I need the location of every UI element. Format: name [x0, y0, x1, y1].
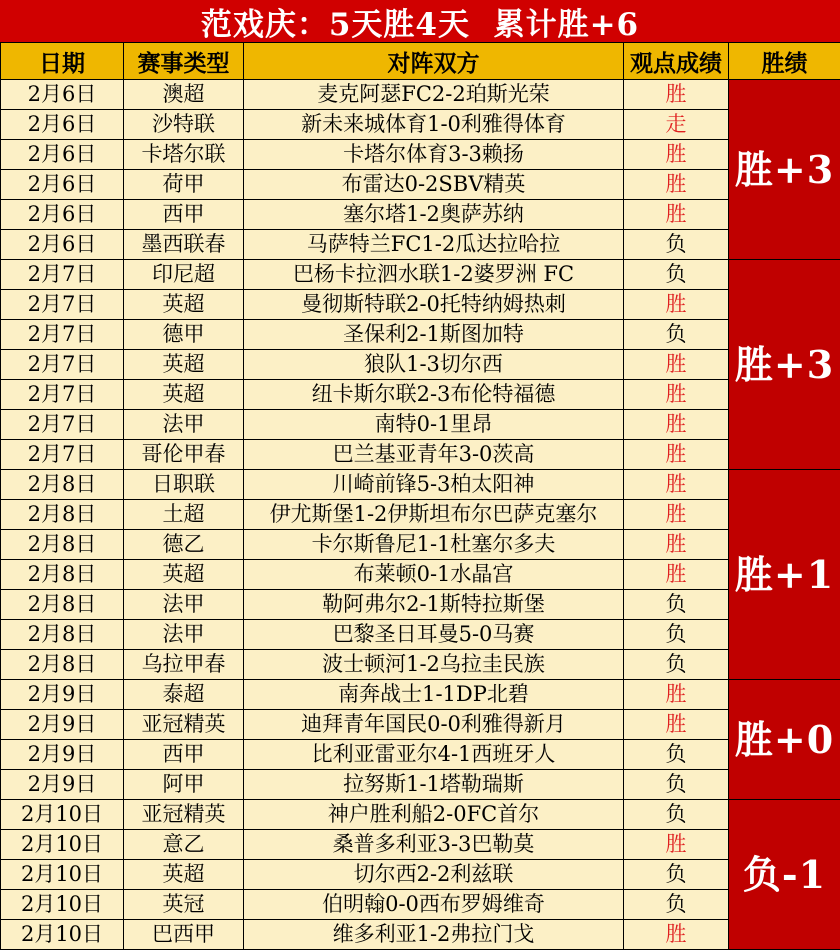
result-cell: 胜: [624, 680, 729, 710]
table-row: [1, 290, 840, 320]
league-cell: 巴西甲: [124, 920, 244, 950]
league-cell: 乌拉甲春: [124, 650, 244, 680]
result-cell: 胜: [624, 80, 729, 110]
table-row: [1, 350, 840, 380]
date-cell: 2月8日: [1, 530, 124, 560]
match-cell: 巴杨卡拉泗水联1-2婆罗洲 FC: [244, 260, 624, 290]
table-row: [1, 920, 840, 950]
league-cell: 荷甲: [124, 170, 244, 200]
league-cell: 法甲: [124, 410, 244, 440]
result-cell: 胜: [624, 170, 729, 200]
table-row: [1, 380, 840, 410]
match-cell: 卡塔尔体育3-3赖扬: [244, 140, 624, 170]
match-cell: 切尔西2-2利兹联: [244, 860, 624, 890]
table-row: [1, 140, 840, 170]
table-row: [1, 80, 840, 110]
result-cell: 胜: [624, 350, 729, 380]
table-row: [1, 650, 840, 680]
result-cell: 胜: [624, 140, 729, 170]
result-cell: 负: [624, 320, 729, 350]
match-cell: 圣保利2-1斯图加特: [244, 320, 624, 350]
table-row: [1, 620, 840, 650]
match-cell: 波士顿河1-2乌拉圭民族: [244, 650, 624, 680]
date-cell: 2月7日: [1, 410, 124, 440]
date-cell: 2月7日: [1, 350, 124, 380]
result-cell: 负: [624, 620, 729, 650]
match-cell: 桑普多利亚3-3巴勒莫: [244, 830, 624, 860]
result-cell: 胜: [624, 530, 729, 560]
table-row: [1, 440, 840, 470]
header-date: 日期: [1, 43, 124, 80]
date-cell: 2月7日: [1, 440, 124, 470]
table-row: [1, 320, 840, 350]
date-cell: 2月10日: [1, 920, 124, 950]
table-row: [1, 740, 840, 770]
league-cell: 亚冠精英: [124, 800, 244, 830]
league-cell: 法甲: [124, 590, 244, 620]
date-cell: 2月10日: [1, 890, 124, 920]
league-cell: 英超: [124, 380, 244, 410]
result-cell: 负: [624, 650, 729, 680]
date-cell: 2月10日: [1, 860, 124, 890]
table-row: [1, 680, 840, 710]
date-cell: 2月10日: [1, 800, 124, 830]
result-cell: 胜: [624, 200, 729, 230]
table-row: [1, 260, 840, 290]
result-cell: 胜: [624, 380, 729, 410]
match-cell: 拉努斯1-1塔勒瑞斯: [244, 770, 624, 800]
match-cell: 麦克阿瑟FC2-2珀斯光荣: [244, 80, 624, 110]
table-row: [1, 800, 840, 830]
date-cell: 2月10日: [1, 830, 124, 860]
result-cell: 负: [624, 260, 729, 290]
table-row: [1, 770, 840, 800]
group-record-cell: 负-1: [729, 800, 840, 950]
league-cell: 英冠: [124, 890, 244, 920]
result-cell: 负: [624, 800, 729, 830]
league-cell: 日职联: [124, 470, 244, 500]
league-cell: 西甲: [124, 200, 244, 230]
match-cell: 南特0-1里昂: [244, 410, 624, 440]
result-cell: 胜: [624, 290, 729, 320]
table-row: [1, 710, 840, 740]
date-cell: 2月9日: [1, 740, 124, 770]
match-cell: 塞尔塔1-2奥萨苏纳: [244, 200, 624, 230]
league-cell: 印尼超: [124, 260, 244, 290]
result-cell: 负: [624, 740, 729, 770]
group-record-cell: 胜+3: [729, 260, 840, 470]
match-cell: 南奔战士1-1DP北碧: [244, 680, 624, 710]
result-cell: 胜: [624, 920, 729, 950]
results-table-body: [1, 80, 840, 950]
table-row: [1, 590, 840, 620]
result-cell: 胜: [624, 710, 729, 740]
date-cell: 2月6日: [1, 110, 124, 140]
result-cell: 胜: [624, 560, 729, 590]
league-cell: 法甲: [124, 620, 244, 650]
date-cell: 2月6日: [1, 80, 124, 110]
date-cell: 2月8日: [1, 620, 124, 650]
result-cell: 胜: [624, 500, 729, 530]
match-cell: 巴黎圣日耳曼5-0马赛: [244, 620, 624, 650]
match-cell: 伯明翰0-0西布罗姆维奇: [244, 890, 624, 920]
result-cell: 走: [624, 110, 729, 140]
date-cell: 2月8日: [1, 560, 124, 590]
match-cell: 狼队1-3切尔西: [244, 350, 624, 380]
result-cell: 负: [624, 230, 729, 260]
result-cell: 胜: [624, 440, 729, 470]
date-cell: 2月9日: [1, 680, 124, 710]
date-cell: 2月6日: [1, 200, 124, 230]
table-row: [1, 470, 840, 500]
league-cell: 西甲: [124, 740, 244, 770]
match-cell: 新未来城体育1-0利雅得体育: [244, 110, 624, 140]
league-cell: 英超: [124, 350, 244, 380]
league-cell: 澳超: [124, 80, 244, 110]
table-row: [1, 530, 840, 560]
date-cell: 2月6日: [1, 170, 124, 200]
result-cell: 胜: [624, 470, 729, 500]
league-cell: 沙特联: [124, 110, 244, 140]
match-cell: 巴兰基亚青年3-0茨高: [244, 440, 624, 470]
header-result: 观点成绩: [624, 43, 729, 80]
league-cell: 英超: [124, 290, 244, 320]
date-cell: 2月9日: [1, 710, 124, 740]
match-cell: 马萨特兰FC1-2瓜达拉哈拉: [244, 230, 624, 260]
league-cell: 墨西联春: [124, 230, 244, 260]
header-row: [1, 43, 840, 80]
match-cell: 布莱顿0-1水晶宫: [244, 560, 624, 590]
table-row: [1, 500, 840, 530]
result-cell: 负: [624, 860, 729, 890]
table-row: [1, 890, 840, 920]
league-cell: 土超: [124, 500, 244, 530]
match-cell: 曼彻斯特联2-0托特纳姆热刺: [244, 290, 624, 320]
date-cell: 2月8日: [1, 590, 124, 620]
title-bar: [0, 0, 840, 42]
league-cell: 英超: [124, 560, 244, 590]
group-record-cell: 胜+1: [729, 470, 840, 680]
header-match: 对阵双方: [244, 43, 624, 80]
date-cell: 2月7日: [1, 320, 124, 350]
table-row: [1, 230, 840, 260]
result-cell: 负: [624, 590, 729, 620]
match-cell: 神户胜利船2-0FC首尔: [244, 800, 624, 830]
league-cell: 德乙: [124, 530, 244, 560]
match-cell: 布雷达0-2SBV精英: [244, 170, 624, 200]
date-cell: 2月8日: [1, 470, 124, 500]
results-table: [0, 42, 840, 950]
date-cell: 2月7日: [1, 380, 124, 410]
league-cell: 意乙: [124, 830, 244, 860]
match-cell: 迪拜青年国民0-0利雅得新月: [244, 710, 624, 740]
league-cell: 阿甲: [124, 770, 244, 800]
date-cell: 2月6日: [1, 140, 124, 170]
header-record: 胜绩: [729, 43, 840, 80]
result-cell: 胜: [624, 830, 729, 860]
date-cell: 2月6日: [1, 230, 124, 260]
date-cell: 2月9日: [1, 770, 124, 800]
match-cell: 勒阿弗尔2-1斯特拉斯堡: [244, 590, 624, 620]
match-cell: 比利亚雷亚尔4-1西班牙人: [244, 740, 624, 770]
match-cell: 伊尤斯堡1-2伊斯坦布尔巴萨克塞尔: [244, 500, 624, 530]
table-row: [1, 410, 840, 440]
table-row: [1, 200, 840, 230]
league-cell: 泰超: [124, 680, 244, 710]
match-cell: 卡尔斯鲁尼1-1杜塞尔多夫: [244, 530, 624, 560]
group-record-cell: 胜+3: [729, 80, 840, 260]
league-cell: 亚冠精英: [124, 710, 244, 740]
table-row: [1, 110, 840, 140]
table-row: [1, 830, 840, 860]
match-cell: 维多利亚1-2弗拉门戈: [244, 920, 624, 950]
group-record-cell: 胜+0: [729, 680, 840, 800]
header-league: 赛事类型: [124, 43, 244, 80]
result-cell: 胜: [624, 410, 729, 440]
league-cell: 德甲: [124, 320, 244, 350]
table-row: [1, 560, 840, 590]
result-cell: 负: [624, 890, 729, 920]
result-cell: 负: [624, 770, 729, 800]
page-title: 范戏庆：5天胜4天 累计胜+6: [200, 6, 640, 43]
league-cell: 哥伦甲春: [124, 440, 244, 470]
date-cell: 2月7日: [1, 260, 124, 290]
match-cell: 纽卡斯尔联2-3布伦特福德: [244, 380, 624, 410]
league-cell: 英超: [124, 860, 244, 890]
table-row: [1, 860, 840, 890]
league-cell: 卡塔尔联: [124, 140, 244, 170]
date-cell: 2月8日: [1, 650, 124, 680]
table-row: [1, 170, 840, 200]
date-cell: 2月7日: [1, 290, 124, 320]
match-cell: 川崎前锋5-3柏太阳神: [244, 470, 624, 500]
date-cell: 2月8日: [1, 500, 124, 530]
